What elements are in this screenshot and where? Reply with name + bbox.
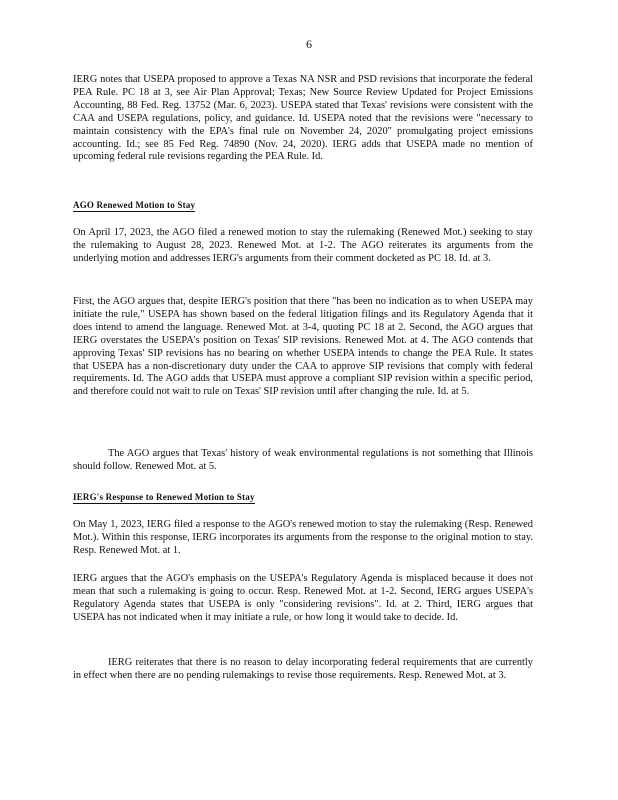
page-number: 6 (306, 37, 312, 51)
paragraph-ierg-reiterates: IERG reiterates that there is no reason to delay incorporating federal requirements that are currently in effect when there are no pending rulemakings to revise those requirements. Resp. Renewed Mot. at 3. (73, 657, 533, 681)
section-heading-ierg-response: IERG's Response to Renewed Motion to Stay (73, 492, 255, 502)
paragraph-ierg-argues-misplaced: IERG argues that the AGO's emphasis on the USEPA's Regulatory Agenda is misplaced because it does not mean that such a rulemaking is going to occur. Resp. Renewed Mot. at 1-2. Second, IERG argues USEPA's Regulatory Agenda states that USEPA is only "considering revisions". Id. at 2. Third, IERG argues that USEPA has not indicated when it may initiate a rule, or how long it would take to decide. Id. (73, 573, 533, 623)
section-heading-ago-renewed-motion: AGO Renewed Motion to Stay (73, 200, 196, 210)
paragraph-ago-first-argument: First, the AGO argues that, despite IERG's position that there "has been no indication as to when USEPA may initiate the rule," USEPA has shown based on the federal litigation filings and its Regulatory Agenda that it does intend to amend the language. Renewed Mot. at 3-4, quoting PC 18 at 2. Second, the AGO argues that IERG overstates the USEPA's position on Texas' SIP revisions. Renewed Mot. at 4. The AGO contends that approving Texas' SIP revisions has no bearing on whether USEPA intends to change the PEA Rule. It states that USEPA has a non-discretionary duty under the CAA to approve SIP revisions that comply with federal requirements. Id. The AGO adds that USEPA must approve a compliant SIP revision within a specific period, and therefore could not wait to rule on Texas' SIP revision until after changing the rule. Id. at 5. (73, 296, 533, 398)
paragraph-ierg-filed-response: On May 1, 2023, IERG filed a response to the AGO's renewed motion to stay the rulemaking (Resp. Renewed Mot.). Within this response, IERG incorporates its arguments from the response to the original motion to stay. Resp. Renewed Mot. at 1. (73, 519, 533, 556)
paragraph-ierg-notes: IERG notes that USEPA proposed to approve a Texas NA NSR and PSD revisions that incorporate the federal PEA Rule. PC 18 at 3, see Air Plan Approval; Texas; New Source Review Updated for Project Emissions Accounting, 88 Fed. Reg. 13752 (Mar. 6, 2023). USEPA stated that Texas' revisions were consistent with the CAA and USEPA regulations, policy, and guidance. Id. USEPA noted that the revisions were "necessary to maintain consistency with the EPA's final rule on November 24, 2020" promulgating project emissions accounting. Id.; see 85 Fed Reg. 74890 (Nov. 24, 2020). IERG adds that USEPA made no mention of upcoming federal rule revisions regarding the PEA Rule. Id. (73, 74, 533, 163)
paragraph-ago-texas-history: The AGO argues that Texas' history of weak environmental regulations is not something that Illinois should follow. Renewed Mot. at 5. (73, 448, 533, 472)
paragraph-ago-filed-renewed-motion: On April 17, 2023, the AGO filed a renewed motion to stay the rulemaking (Renewed Mot.) seeking to stay the rulemaking to August 28, 2023. Renewed Mot. at 1-2. The AGO reiterates its arguments from the underlying motion and addresses IERG's arguments from their comment docketed as PC 18. Id. at 3. (73, 227, 533, 264)
